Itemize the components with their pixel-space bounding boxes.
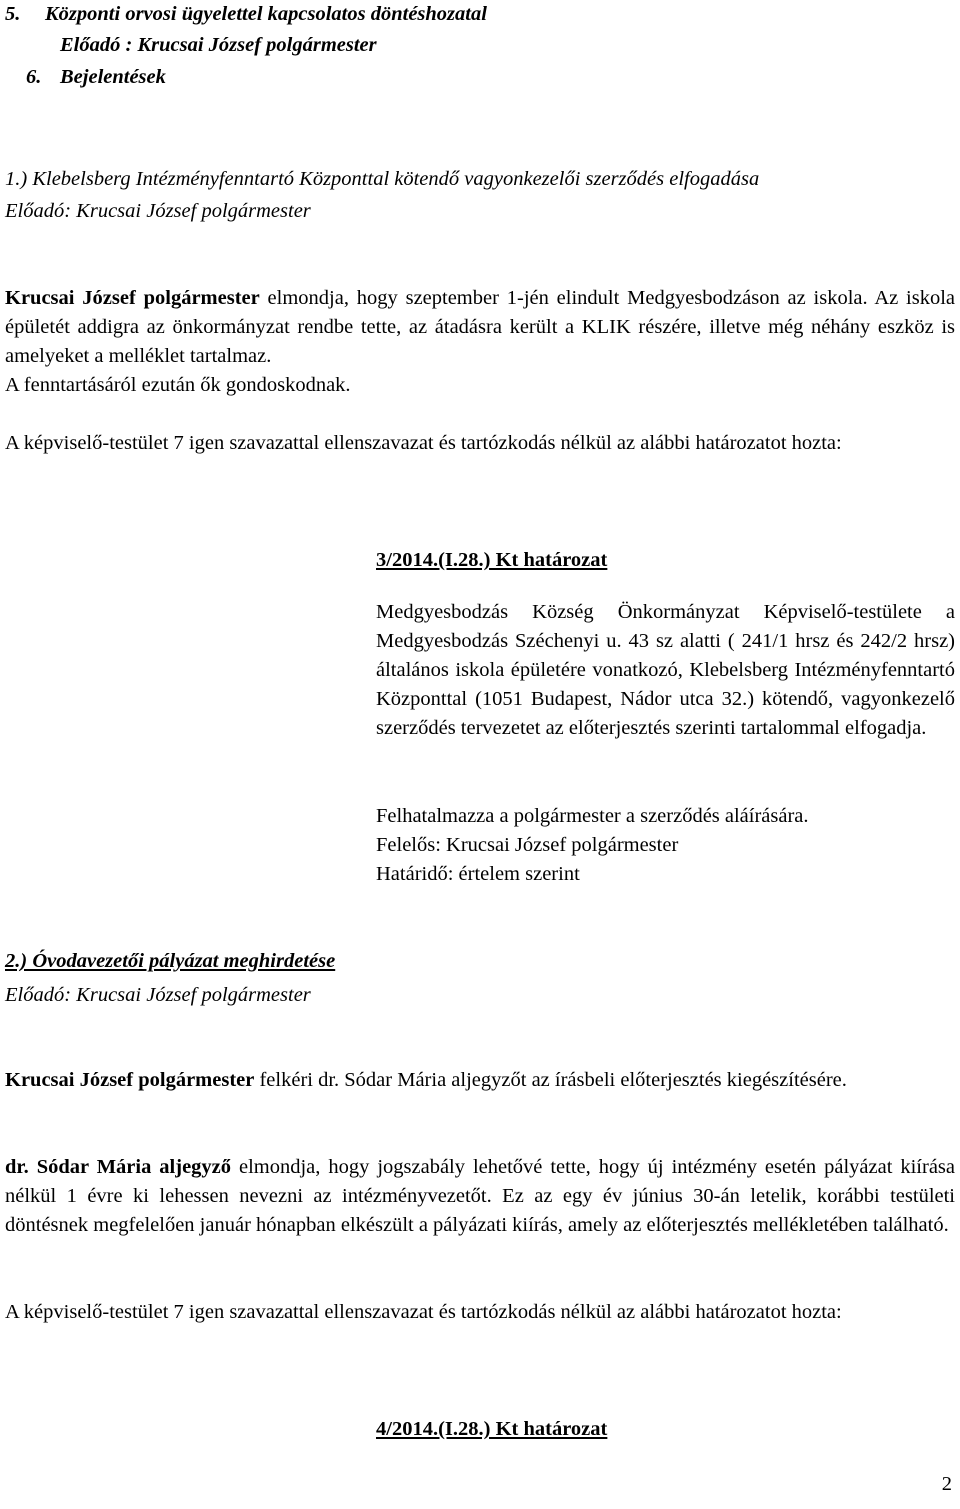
section-1-presenter: Előadó: Krucsai József polgármester xyxy=(5,200,311,222)
section-2-resolution-id-text: 4/2014.(I.28.) Kt határozat xyxy=(376,1418,608,1440)
section-2-speaker: Krucsai József polgármester xyxy=(5,1069,255,1091)
section-1-authorize: Felhatalmazza a polgármester a szerződés aláírására. xyxy=(376,805,809,827)
section-2-speaker-2: dr. Sódar Mária aljegyző xyxy=(5,1156,232,1178)
section-1-responsible: Felelős: Krucsai József polgármester xyxy=(376,834,679,856)
section-1-speaker: Krucsai József polgármester xyxy=(5,287,260,309)
section-1-resolution-id-text: 3/2014.(I.28.) Kt határozat xyxy=(376,549,608,571)
section-1-vote-text: A képviselő-testület 7 igen szavazattal ellenszavazat és tartózkodás nélkül az alábbi határozatot hozta: xyxy=(5,432,842,454)
section-2-vote-text: A képviselő-testület 7 igen szavazattal ellenszavazat és tartózkodás nélkül az alábbi határozatot hozta: xyxy=(5,1301,842,1323)
section-2-resolution-id xyxy=(376,1415,955,1444)
agenda-item-5-number: 5. xyxy=(5,3,21,25)
agenda-item-5-title: Központi orvosi ügyelettel kapcsolatos döntéshozatal xyxy=(45,3,487,25)
section-1-para-rest: az iskola. Az iskola épületét addigra az önkormányzat rendbe tette, az átadásra került a KLIK részére, illetve még néhány eszköz is amelyeket a melléklet tartalmaz. xyxy=(5,287,956,367)
section-2-request xyxy=(5,1066,955,1095)
section-1-deadline: Határidő: értelem szerint xyxy=(376,863,580,885)
section-2-presenter: Előadó: Krucsai József polgármester xyxy=(5,984,311,1006)
agenda-item-6 xyxy=(26,63,960,92)
agenda-item-5 xyxy=(5,0,955,29)
agenda-item-6-title: Bejelentések xyxy=(60,66,166,88)
agenda-item-6-number: 6. xyxy=(26,66,42,88)
agenda-item-5-presenter xyxy=(60,31,960,60)
section-1-heading: 1.) Klebelsberg Intézményfenntartó Központtal kötendő vagyonkezelői szerződés elfogadása xyxy=(5,168,760,190)
section-1-paragraph-2: A fenntartásáról ezután ők gondoskodnak. xyxy=(5,374,351,396)
agenda-item-5-presenter-text: Előadó : Krucsai József polgármester xyxy=(60,34,377,56)
section-1-para-line1: elmondja, hogy szeptember 1-jén elindult Medgyesbodzáson xyxy=(259,287,780,309)
section-2-statement xyxy=(5,1153,955,1240)
section-1-paragraph xyxy=(5,284,955,371)
section-1-resolution-text: Medgyesbodzás Község Önkormányzat Képviselő-testülete a Medgyesbodzás Széchenyi u. 43 sz alatti ( 241/1 hrsz és 242/2 hrsz) általános iskola épületére vonatkozó, Klebelsberg Intézményfenntartó Központtal (1051 Budapest, Nádor utca 32.) kötendő, vagyonkezelő szerződés tervezetet az előterjesztés szerinti tartalommal elfogadja. xyxy=(376,601,955,739)
section-1-resolution-id xyxy=(376,546,955,575)
section-2-heading xyxy=(5,947,955,976)
section-2-request-text: felkéri dr. Sódar Mária aljegyzőt az írásbeli előterjesztés kiegészítésére. xyxy=(254,1069,847,1091)
page-number: 2 xyxy=(941,1473,952,1495)
section-2-heading-text: 2.) Óvodavezetői pályázat meghirdetése xyxy=(5,950,336,972)
section-2-statement-text: elmondja, hogy jogszabály lehetővé tette, hogy új intézmény esetén pályázat kiírása nélkül 1 évre ki lehessen nevezni az intézményvezetőt. Ez az egy év június 30-án letelik, korábbi testületi döntésnek megfelelően január hónapban elkészült a pályázati kiírás, amely az előterjesztés mellékletében található. xyxy=(5,1156,956,1236)
